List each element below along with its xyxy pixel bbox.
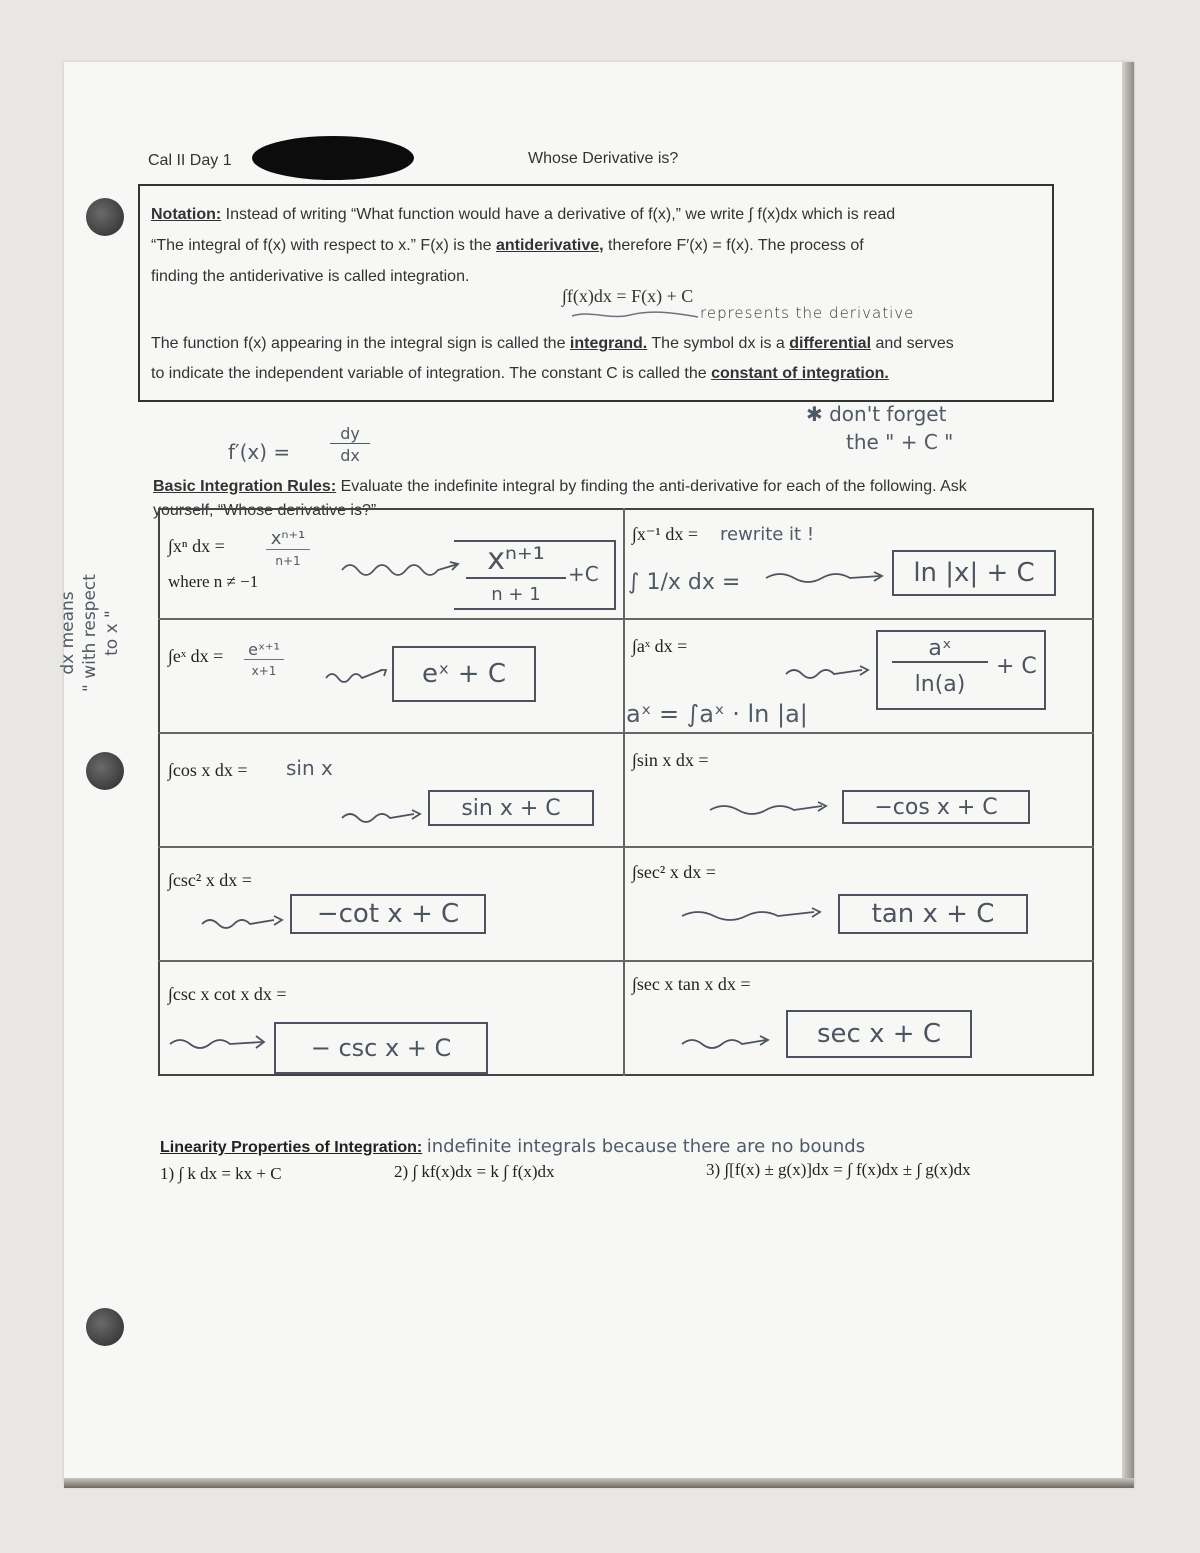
answer-expa-den: ln(a): [914, 672, 966, 697]
squiggle-arrow-icon: [340, 556, 460, 582]
binder-hole-1: [86, 198, 124, 236]
problem-reciprocal-note: rewrite it !: [720, 524, 815, 545]
term-integrand: integrand.: [569, 335, 648, 352]
reminder-line-1: ✱ don't forget: [806, 402, 947, 426]
squiggle-arrow-icon: [324, 666, 394, 686]
worksheet-title: Whose Derivative is?: [528, 150, 679, 167]
problem-exp-work-num: eˣ⁺¹: [244, 640, 284, 660]
answer-box-sin: −cos x + C: [842, 790, 1030, 824]
problem-reciprocal-prompt: ∫x⁻¹ dx =: [632, 524, 698, 544]
squiggle-arrow-icon: [764, 566, 884, 588]
squiggle-arrow-icon: [784, 662, 874, 682]
notation-text-5c: and serves: [871, 335, 954, 352]
problem-csc2-prompt: ∫csc² x dx =: [168, 870, 252, 890]
squiggle-arrow-icon: [680, 1032, 776, 1052]
linearity-rule-2: 2) ∫ kf(x)dx = k ∫ f(x)dx: [394, 1162, 555, 1181]
squiggle-arrow-icon: [680, 904, 830, 926]
formula-handwritten-note: represents the derivative: [700, 304, 915, 322]
basic-rules-text: Evaluate the indefinite integral by finding the anti-derivative for each of the following. Ask: [340, 478, 967, 495]
answer-box-exp: eˣ + C: [392, 646, 536, 702]
reminder-line-2: the " + C ": [846, 430, 954, 454]
problem-power-condition: where n ≠ −1: [168, 572, 259, 591]
notation-line-6: [151, 365, 889, 383]
notation-text-2b: therefore F′(x) = f(x). The process of: [603, 237, 864, 254]
problem-sin-prompt: ∫sin x dx =: [632, 750, 709, 770]
table-row-divider-2: [158, 732, 1094, 734]
answer-box-csc2: −cot x + C: [290, 894, 486, 934]
basic-rules-line: [153, 478, 967, 496]
linearity-label: Linearity Properties of Integration:: [160, 1139, 423, 1156]
redacted-name: [252, 136, 414, 180]
problem-power-work-den: n+1: [275, 554, 301, 568]
problem-power-work-num: xⁿ⁺¹: [266, 528, 310, 550]
margin-note-line-3: to x ": [102, 610, 122, 656]
answer-power-c: +C: [568, 562, 599, 586]
problem-cos-prompt: ∫cos x dx =: [168, 760, 248, 780]
squiggle-arrow-icon: [168, 1032, 272, 1054]
term-constant-of-integration: constant of integration.: [711, 365, 889, 382]
problem-exp-prompt: ∫eˣ dx =: [168, 646, 224, 666]
problem-power-prompt: ∫xⁿ dx =: [168, 536, 225, 556]
binder-hole-3: [86, 1308, 124, 1346]
linearity-rule-3: 3) ∫[f(x) ± g(x)]dx = ∫ f(x)dx ± ∫ g(x)dx: [706, 1160, 971, 1179]
margin-note: [57, 523, 123, 743]
table-row-divider-3: [158, 846, 1094, 848]
derivative-numerator: dy: [330, 424, 370, 444]
basic-rules-line-2: yourself, “Whose derivative is?”: [153, 502, 377, 519]
table-row-divider-4: [158, 960, 1094, 962]
basic-rules-label: Basic Integration Rules:: [153, 478, 337, 495]
answer-expa-c: + C: [996, 654, 1037, 679]
page-edge-right: [1122, 62, 1134, 1487]
antiderivative-formula: ∫f(x)dx = F(x) + C: [562, 286, 694, 306]
binder-hole-2: [86, 752, 124, 790]
formula-underline-mark: [570, 308, 700, 322]
squiggle-arrow-icon: [708, 798, 832, 818]
answer-box-reciprocal: ln |x| + C: [892, 550, 1056, 596]
answer-power-den: n + 1: [491, 584, 541, 605]
answer-box-cos: sin x + C: [428, 790, 594, 826]
linearity-rule-1: 1) ∫ k dx = kx + C: [160, 1164, 282, 1183]
notation-text-5b: The symbol dx is a: [647, 335, 790, 352]
problem-cos-work: sin x: [286, 756, 333, 780]
problem-exp-work-den: x+1: [251, 664, 277, 678]
problem-reciprocal-work: ∫ 1/x dx =: [628, 570, 741, 595]
linearity-line: [160, 1136, 865, 1157]
notation-text-6a: to indicate the independent variable of integration. The constant C is called the: [151, 365, 712, 382]
problem-sectan-prompt: ∫sec x tan x dx =: [632, 974, 751, 994]
answer-box-sectan: sec x + C: [786, 1010, 972, 1058]
problem-csccot-prompt: ∫csc x cot x dx =: [168, 984, 287, 1004]
page-edge-bottom: [64, 1478, 1134, 1488]
notation-text-1: Instead of writing “What function would have a derivative of f(x),” we write ∫ f(x)dx which is read: [225, 206, 896, 223]
linearity-note: indefinite integrals because there are no bounds: [426, 1136, 866, 1157]
answer-power-num: xⁿ⁺¹: [466, 542, 566, 579]
squiggle-arrow-icon: [340, 806, 426, 826]
notation-text-5a: The function f(x) appearing in the integral sign is called the: [151, 335, 570, 352]
notation-line-5: [151, 335, 954, 353]
margin-note-line-1: dx means: [58, 591, 78, 675]
notation-label: Notation:: [151, 206, 222, 223]
problem-expa-work: aˣ = ∫aˣ · ln |a|: [626, 700, 808, 728]
derivative-lhs: f′(x) =: [228, 440, 291, 464]
problem-sec2-prompt: ∫sec² x dx =: [632, 862, 716, 882]
term-differential: differential: [789, 335, 872, 352]
table-divider-vertical: [623, 508, 625, 1076]
answer-expa-num: aˣ: [892, 636, 988, 663]
answer-box-sec2: tan x + C: [838, 894, 1028, 934]
notation-line-1: [151, 206, 895, 224]
derivative-denominator: dx: [340, 446, 360, 465]
term-antiderivative: antiderivative,: [495, 237, 604, 254]
problem-expa-prompt: ∫aˣ dx =: [632, 636, 688, 656]
notation-line-3: finding the antiderivative is called integration.: [151, 268, 470, 285]
answer-box-csccot: − csc x + C: [274, 1022, 488, 1074]
course-day: Cal II Day 1: [148, 152, 232, 169]
notation-line-2: [151, 237, 864, 255]
notation-text-2a: “The integral of f(x) with respect to x.” F(x) is the: [151, 237, 496, 254]
margin-note-line-2: " with respect: [80, 574, 100, 692]
table-row-divider-1: [158, 618, 1094, 620]
squiggle-arrow-icon: [200, 912, 288, 932]
